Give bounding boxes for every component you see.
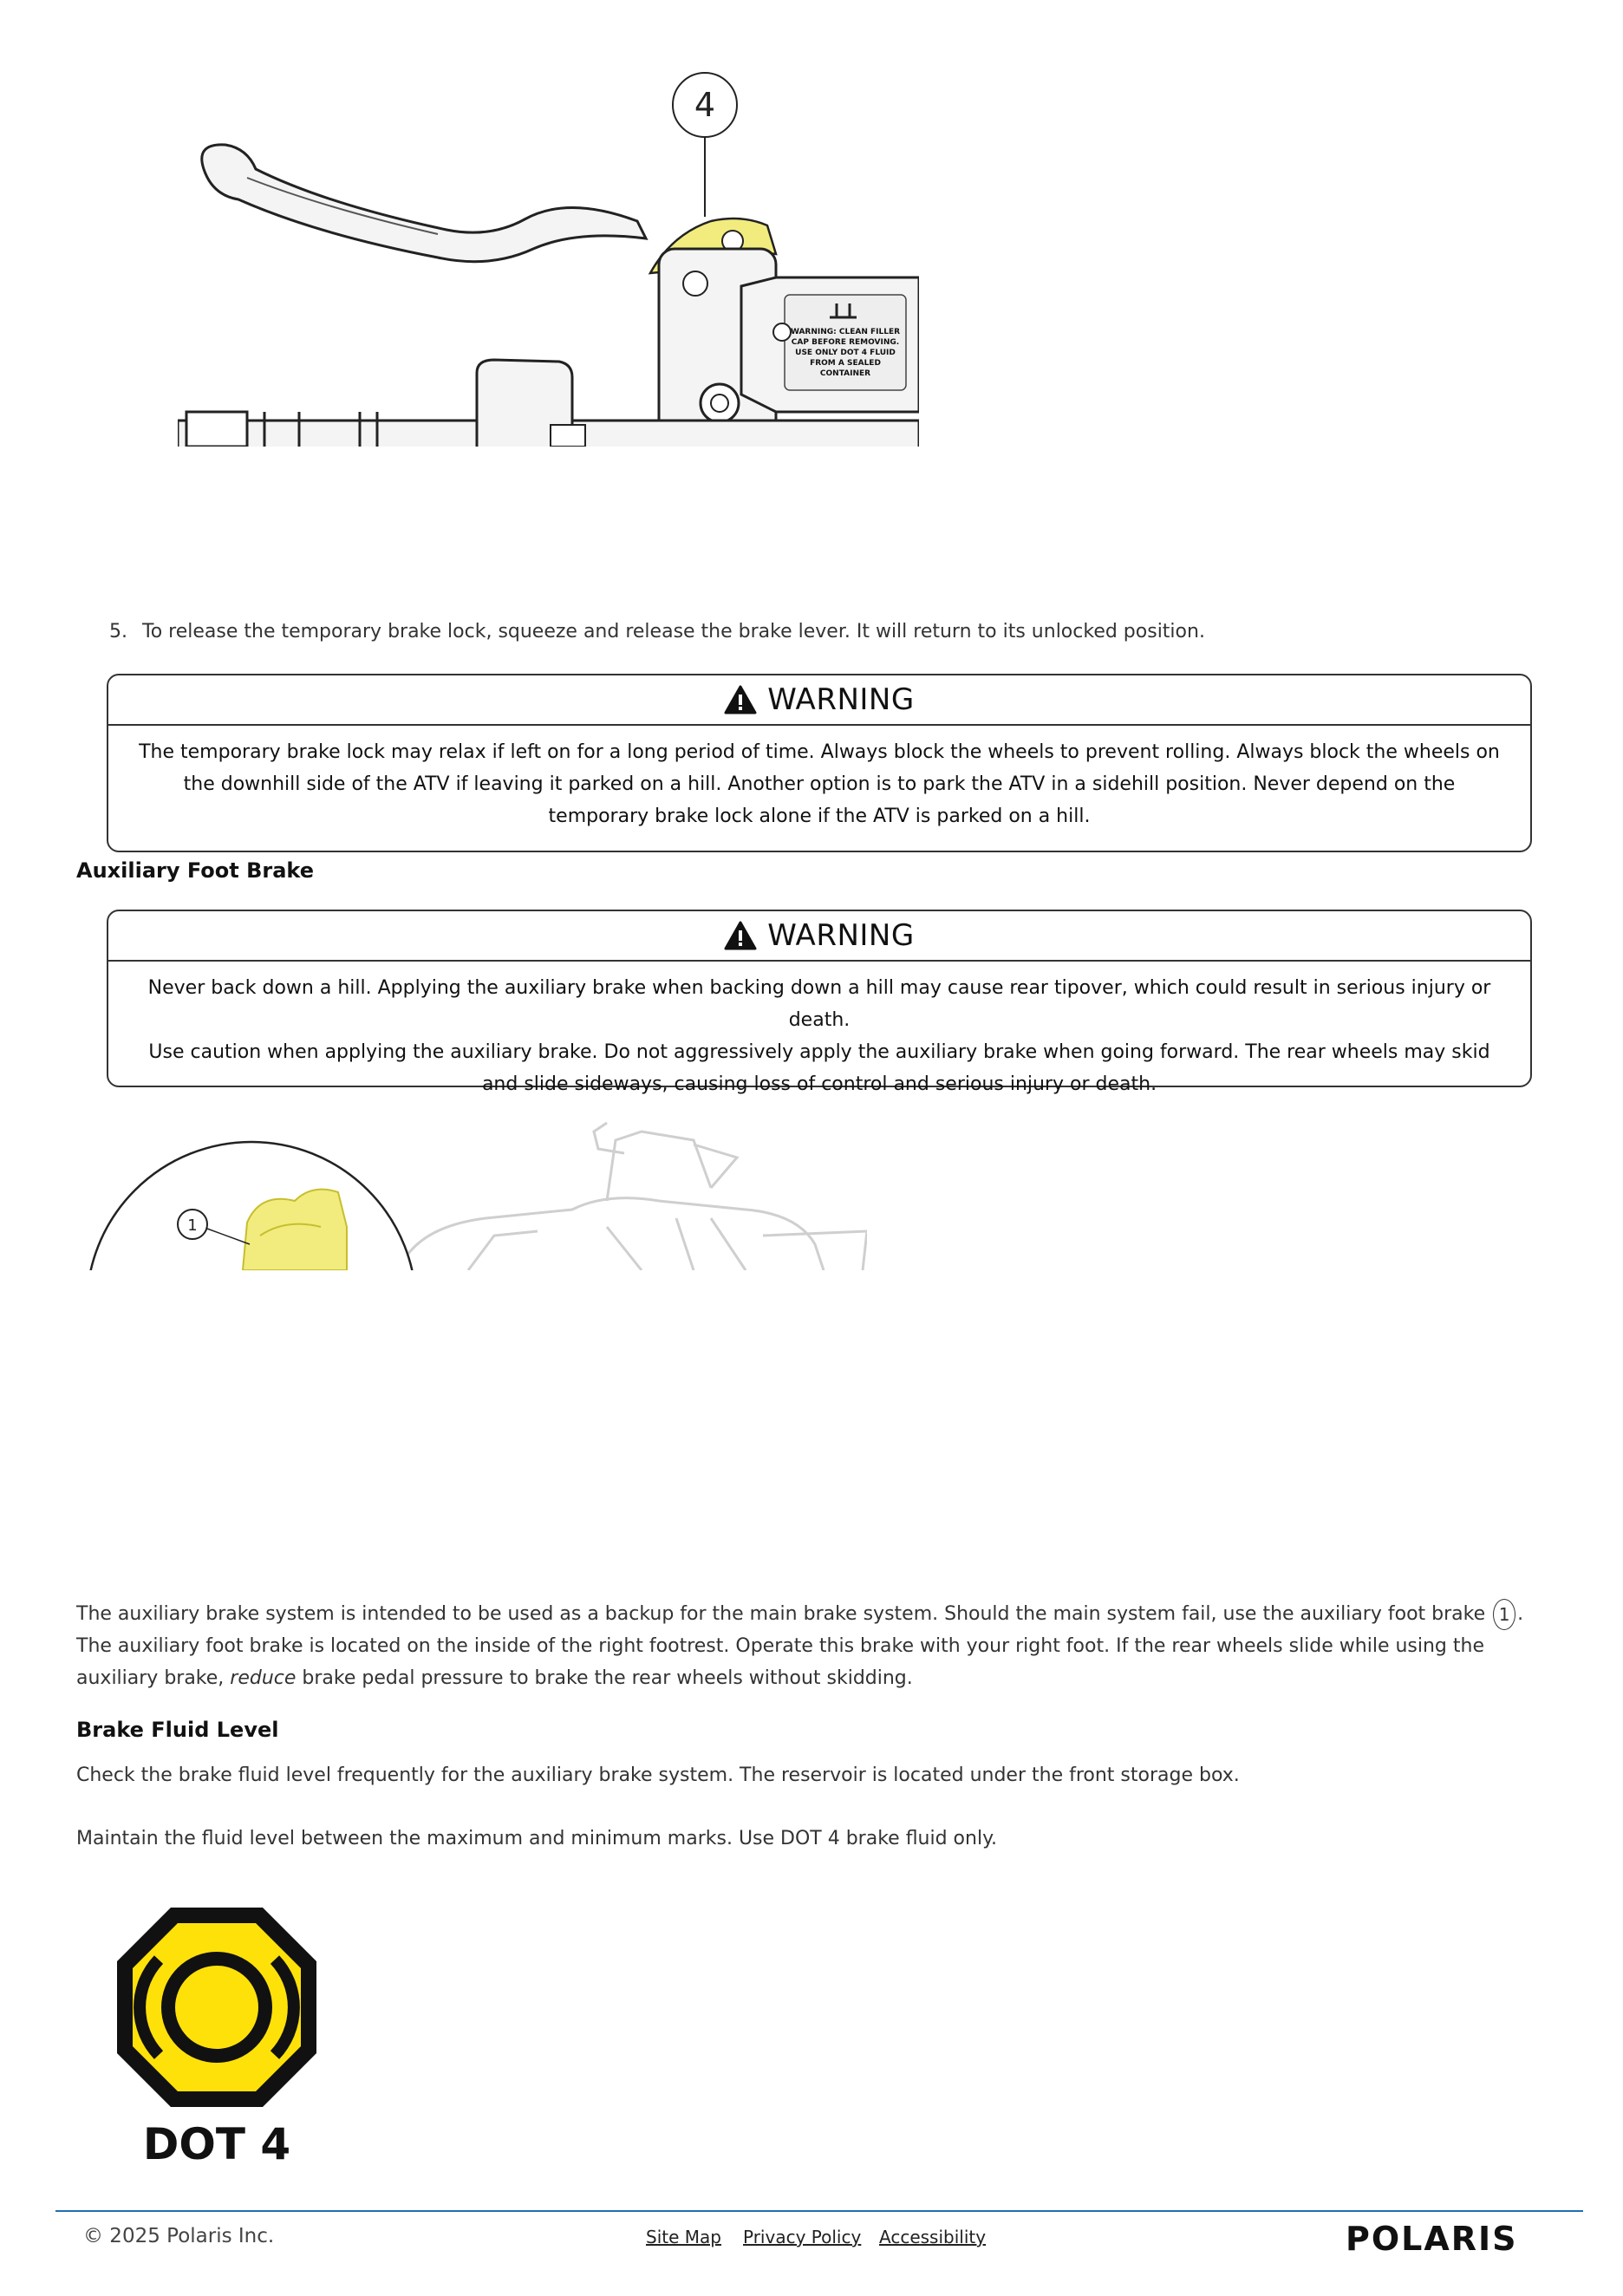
brake-fluid-para-2: Maintain the fluid level between the maximum and minimum marks. Use DOT 4 brake fluid only.	[76, 1828, 997, 1849]
dot4-label: DOT 4	[142, 2119, 291, 2169]
section-title-auxiliary-foot-brake: Auxiliary Foot Brake	[76, 858, 314, 883]
step-number: 5.	[109, 621, 127, 642]
inline-callout-1: 1	[1493, 1599, 1515, 1630]
warning-triangle-icon	[724, 685, 757, 714]
brake-lever-illustration	[178, 56, 919, 447]
dot4-fluid-symbol	[108, 1899, 325, 2176]
warning-title: WARNING	[767, 918, 915, 953]
aux-sentence-2-end: brake pedal pressure to brake the rear wheels without skidding.	[302, 1667, 913, 1689]
step-text: To release the temporary brake lock, squeeze and release the brake lever. It will return to its unlocked position.	[142, 621, 1205, 642]
warning-title: WARNING	[767, 682, 915, 717]
footer-divider	[55, 2210, 1583, 2212]
figure-callout-4: 4	[694, 86, 716, 124]
aux-sentence-2: The auxiliary foot brake is located on the inside of the right footrest. Operate this brake with your right foot. If the rear wheels slide while using the auxiliary brake,	[76, 1635, 1484, 1689]
polaris-logo[interactable]: POLARIS	[1346, 2220, 1518, 2258]
warning-body: The temporary brake lock may relax if left on for a long period of time. Always block the wheels to prevent rolling. Always block the wheels on the downhill side of the ATV if leaving it parked on a hill. Another option is to park the ATV in a sidehill position. Never depend on the temporary brake lock alone if the ATV is parked on a hill.	[139, 741, 1500, 827]
brake-fluid-para-1: Check the brake fluid level frequently for the auxiliary brake system. The reservoir is located under the front storage box.	[76, 1764, 1240, 1786]
footer-link-accessibility[interactable]: Accessibility	[879, 2227, 987, 2247]
svg-text:CONTAINER: CONTAINER	[819, 369, 871, 378]
footer-link-site-map[interactable]: Site Map	[646, 2227, 721, 2247]
auxiliary-brake-paragraph	[76, 1598, 1568, 1694]
figure-callout-1: 1	[187, 1216, 198, 1235]
warning-body	[108, 962, 1530, 1109]
aux-sentence-1-end: .	[1517, 1603, 1524, 1625]
svg-text:FROM A SEALED: FROM A SEALED	[810, 359, 881, 368]
warning-box-brake-lock	[107, 674, 1532, 852]
footer-link-privacy-policy[interactable]: Privacy Policy	[743, 2227, 862, 2247]
svg-text:WARNING: CLEAN FILLER: WARNING: CLEAN FILLER	[790, 328, 901, 336]
svg-text:USE ONLY DOT 4 FLUID: USE ONLY DOT 4 FLUID	[795, 349, 896, 357]
aux-emphasis: reduce	[230, 1667, 297, 1689]
warning-line-2: Use caution when applying the auxiliary brake. Do not aggressively apply the auxiliary brake when going forward. The rear wheels may skid and slide sideways, causing loss of control and serious injury or death.	[148, 1041, 1490, 1095]
atv-foot-brake-illustration	[87, 1106, 867, 1270]
footer-copyright: © 2025 Polaris Inc.	[83, 2225, 275, 2247]
step-5	[109, 621, 1205, 642]
warning-line-1: Never back down a hill. Applying the auxiliary brake when backing down a hill may cause rear tipover, which could result in serious injury or death.	[147, 977, 1491, 1031]
warning-triangle-icon	[724, 921, 757, 950]
warning-header	[108, 675, 1530, 726]
warning-header	[108, 911, 1530, 962]
aux-sentence-1: The auxiliary brake system is intended to be used as a backup for the main brake system. Should the main system fail, use the auxiliary foot brake	[76, 1603, 1486, 1625]
dot4-octagon-icon	[133, 1923, 301, 2091]
warning-box-auxiliary-brake	[107, 910, 1532, 1095]
section-title-brake-fluid-level: Brake Fluid Level	[76, 1718, 279, 1742]
svg-text:CAP BEFORE REMOVING.: CAP BEFORE REMOVING.	[791, 338, 900, 347]
